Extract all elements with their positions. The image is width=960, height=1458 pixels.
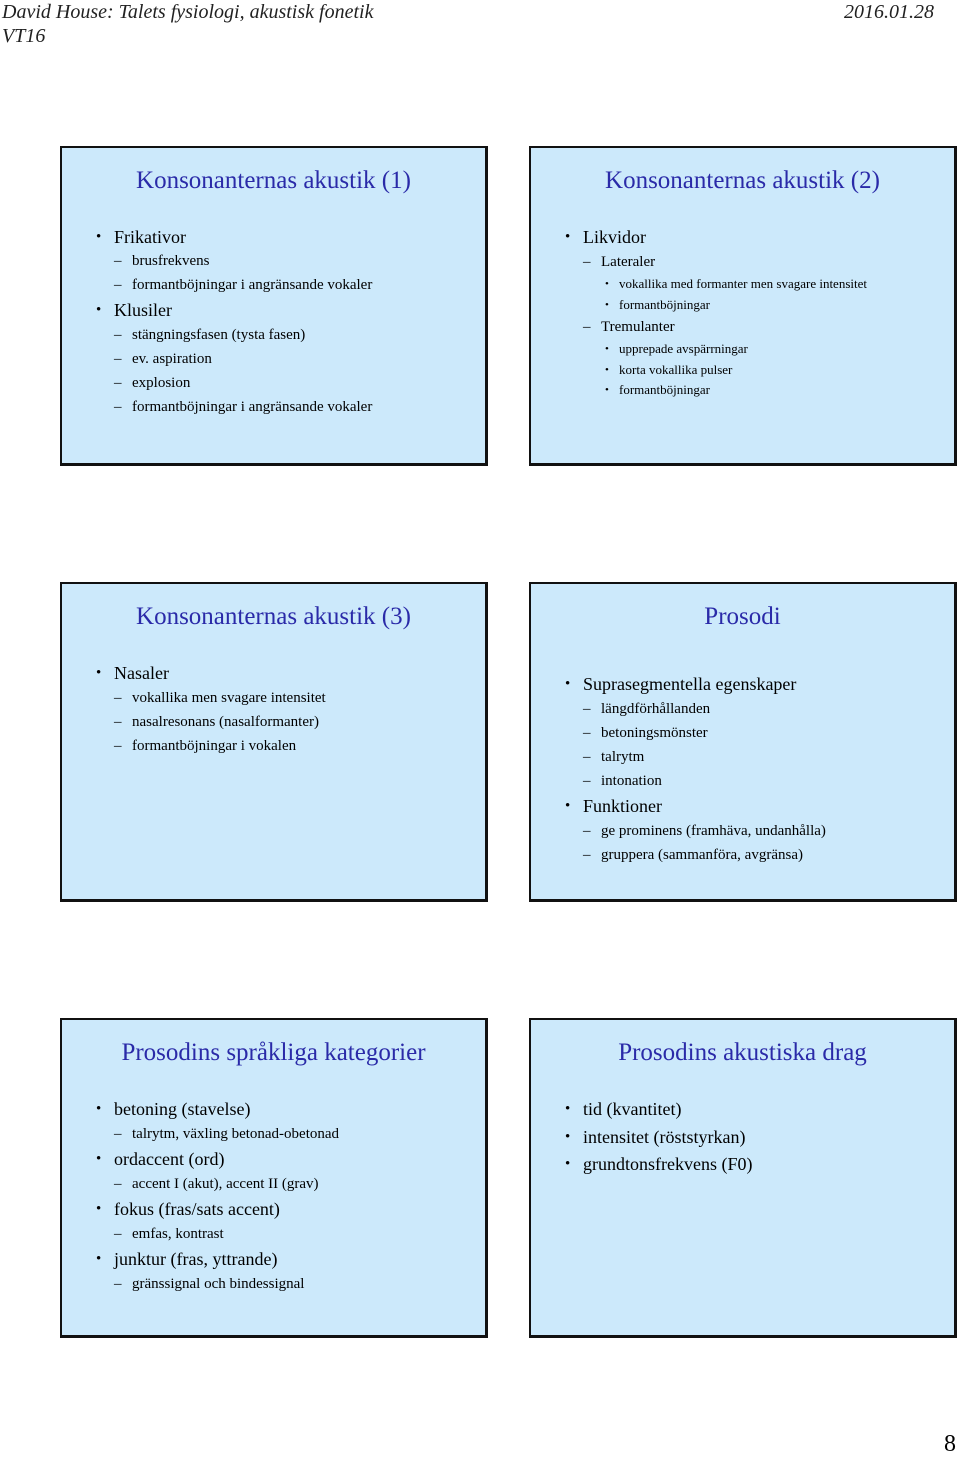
page-header (2, 0, 373, 48)
header-date: 2016.01.28 (844, 1, 934, 23)
list-item: – formantböjningar i vokalen (114, 734, 477, 758)
list-item: – accent I (akut), accent II (grav) (114, 1172, 477, 1196)
list-item: • Funktioner – ge prominens (framhäva, undanhålla) – gruppera (sammanföra, avgränsa) (565, 793, 946, 867)
bullet-list (96, 660, 477, 758)
list-item: – Lateraler • vokallika med formanter men svagare intensitet • formantböjningar (583, 250, 946, 315)
list-item: – intonation (583, 769, 946, 793)
list-item: • Likvidor – Lateraler • vokallika med formanter men svagare intensitet • formantböjningar – Tremulanter • upprepade avspärrningar • korta vokallika pulser • formantböjningar (565, 224, 946, 401)
list-item: – längdförhållanden (583, 697, 946, 721)
list-item: • formantböjningar (601, 295, 946, 316)
list-item: – vokallika men svagare intensitet (114, 686, 477, 710)
list-item: • intensitet (röststyrkan) (565, 1124, 946, 1152)
slide-prosodins-sprakliga-kategorier (60, 1018, 488, 1338)
slide-konsonanternas-akustik-2 (529, 146, 957, 466)
list-item: • tid (kvantitet) (565, 1096, 946, 1124)
list-item: – ge prominens (framhäva, undanhålla) (583, 819, 946, 843)
list-item: • fokus (fras/sats accent) – emfas, kontrast (96, 1196, 477, 1246)
slide-title: Prosodins akustiska drag (618, 1039, 867, 1066)
slide-title: Konsonanternas akustik (3) (136, 603, 411, 630)
list-item: – ev. aspiration (114, 347, 477, 371)
slide-title: Konsonanternas akustik (2) (605, 167, 880, 194)
slide-prosodi (529, 582, 957, 902)
page-number: 8 (944, 1431, 956, 1457)
slide-konsonanternas-akustik-3 (60, 582, 488, 902)
header-course-title: David House: Talets fysiologi, akustisk fonetik (2, 1, 374, 23)
list-item: • junktur (fras, yttrande) – gränssignal och bindessignal (96, 1246, 477, 1296)
list-item: – gruppera (sammanföra, avgränsa) (583, 843, 946, 867)
list-item: • betoning (stavelse) – talrytm, växling betonad-obetonad (96, 1096, 477, 1146)
list-item: – brusfrekvens (114, 249, 477, 273)
bullet-list (565, 1096, 946, 1179)
list-item: • formantböjningar (601, 380, 946, 401)
slide-konsonanternas-akustik-1 (60, 146, 488, 466)
list-item: • korta vokallika pulser (601, 360, 946, 381)
slide-prosodins-akustiska-drag (529, 1018, 957, 1338)
list-item: – explosion (114, 371, 477, 395)
list-item: – stängningsfasen (tysta fasen) (114, 323, 477, 347)
list-item: – talrytm (583, 745, 946, 769)
list-item: – formantböjningar i angränsande vokaler (114, 395, 477, 419)
header-term: VT16 (2, 25, 46, 47)
bullet-list (96, 224, 477, 419)
list-item: – betoningsmönster (583, 721, 946, 745)
list-item: – emfas, kontrast (114, 1222, 477, 1246)
list-item: • Suprasegmentella egenskaper – längdförhållanden – betoningsmönster – talrytm – intonation (565, 671, 946, 793)
list-item: – gränssignal och bindessignal (114, 1272, 477, 1296)
list-item: • grundtonsfrekvens (F0) (565, 1151, 946, 1179)
slide-title: Prosodi (704, 603, 781, 630)
slide-title: Prosodins språkliga kategorier (121, 1039, 426, 1066)
list-item: • vokallika med formanter men svagare intensitet (601, 274, 946, 295)
bullet-list (565, 671, 946, 867)
bullet-list (96, 1096, 477, 1296)
list-item: – talrytm, växling betonad-obetonad (114, 1122, 477, 1146)
list-item: • Frikativor – brusfrekvens – formantböjningar i angränsande vokaler (96, 224, 477, 297)
list-item: • upprepade avspärrningar (601, 339, 946, 360)
bullet-list (565, 224, 946, 401)
list-item: • Nasaler – vokallika men svagare intensitet – nasalresonans (nasalformanter) – formantböjningar i vokalen (96, 660, 477, 758)
list-item: • ordaccent (ord) – accent I (akut), accent II (grav) (96, 1146, 477, 1196)
list-item: • Klusiler – stängningsfasen (tysta fasen) – ev. aspiration – explosion – formantböjningar i angränsande vokaler (96, 297, 477, 419)
slide-title: Konsonanternas akustik (1) (136, 167, 411, 194)
list-item: – formantböjningar i angränsande vokaler (114, 273, 477, 297)
list-item: – nasalresonans (nasalformanter) (114, 710, 477, 734)
list-item: – Tremulanter • upprepade avspärrningar • korta vokallika pulser • formantböjningar (583, 315, 946, 401)
